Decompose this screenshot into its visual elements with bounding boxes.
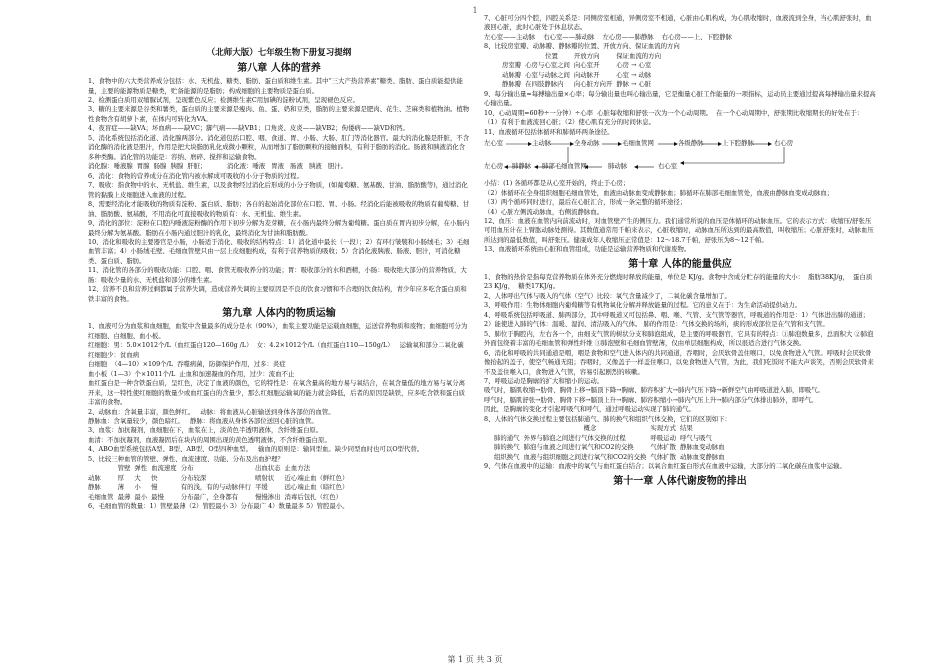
table-cell: 毛细血管 (88, 492, 114, 501)
flow-node: 毛细血管网 (622, 139, 654, 148)
paragraph: 左心室——主动脉 右心室——肺动脉 左心房——肺静脉 右心房——上、下腔静脉 (484, 32, 733, 41)
table-cell: 大 (134, 473, 141, 482)
paragraph: 8、需要经消化才能吸收的物质有淀粉、蛋白质、脂肪；各自的起始消化部位在口腔、胃、小肠。经消化后能被吸收的物质有葡萄糖、甘油、脂肪酸、氨基酸，不用消化可直接吸收的物质有：水、无机盐、维生素。 (88, 200, 470, 218)
table-cell: 心室与动脉之间 (525, 70, 570, 79)
paragraph: 10、消化和吸收的主要器官是小肠，小肠适于消化、吸收的结构特点：1）消化道中最长（一段）；2）有环行皱襞和小肠绒毛；3）毛细血管丰富；4）小肠绒毛壁、毛细血管壁只由一层上皮细胞构成，有利于营养物质的吸收；5）含消化液胰液、肠液、胆汁，可消化糖类、蛋白质、脂肪。 (88, 238, 470, 265)
table-row (502, 61, 665, 70)
table-cell: 保证血流的方向 (616, 51, 661, 60)
paragraph: 5、消化系统包括消化道、消化腺两部分。消化道包括口腔、咽、食道、胃、小肠、大肠、肛门等消化器官。最大的消化腺是肝脏，不含消化酶的消化液是胆汁，作用是把大块脂肪乳化成微小颗粒，从而增加了脂肪颗粒的接触面积，有利于脂肪的消化。肠液和胰液消化含多种类酶。消化管的功能是：容纳、磨碎、搅拌和运输食物。 (88, 133, 470, 161)
paragraph: 11、血液循环包括体循环和肺循环两条途径。 (484, 127, 614, 136)
chapter-9-body (88, 322, 470, 511)
table-cell: 肺的换气 (494, 443, 520, 452)
valve-comparison-table (502, 52, 665, 90)
page-footer: 第 1 页 共 3 页 (447, 655, 503, 664)
table-cell: 向心室开 (573, 61, 600, 70)
paragraph: 呼气时，膈肌舒张→肋骨、胸骨下移→膈顶上升→胸廓、肺容积缩小→肺内气压上升→肺内部分气体排出肺外，即呼气。 (484, 395, 818, 404)
paragraph: 白细胞 （4—10）×109个/L 吞噬病菌，防御保护作用，过多：炎症 (88, 360, 286, 369)
chapter-10-title: 第十章 人体的能量供应 (628, 258, 732, 270)
blood-circulation-diagram (484, 137, 876, 179)
flow-node: 各级静脉 (678, 139, 704, 148)
paragraph: 5、比较三种血管的管壁、弹性、血流速度、功能、分布及出血护理？ (88, 454, 284, 463)
table-cell: 向心脏方向开 (573, 80, 613, 89)
vessel-comparison-table (88, 464, 352, 502)
paragraph: 8、比较房室瓣、动脉瓣、静脉瓣的位置、开放方向、保证血流的方向 (484, 42, 680, 51)
table-cell: 开放方向 (573, 51, 600, 60)
paragraph: 红细胞少：贫血病 (88, 350, 140, 359)
paragraph: 4、ABO血型系统包括A型、B型、AB型、O型四种血型。 输血的原则是：输同型血。缺少同型血时也可以O型代替。 (88, 445, 424, 454)
paragraph: （2）体循环在全身组织细胞毛细血管处，血液由动脉血变成静脉血；肺循环在肺部毛细血管处，血液由静脉血变成动脉血； (484, 188, 834, 197)
table-cell: 弹性 (134, 464, 148, 473)
table-cell: 平缓 (254, 483, 268, 492)
table-cell: 动脉血变静脉血 (679, 452, 725, 461)
table-cell: 呼吸运动 (650, 433, 676, 442)
paragraph: 血清：不加抗凝剂，血液凝固后在块内的周围出现的黄色透明液体，不含纤维蛋白原。 (88, 435, 331, 444)
paragraph: 2、检测蛋白质用双缩脲试剂，呈现紫色反应；检测维生素C用加碘的淀粉试剂，呈现褪色反应。 (88, 95, 359, 104)
table-row (494, 434, 729, 443)
table-row (502, 80, 665, 89)
table-cell: 消毒后包扎（红色） (284, 492, 343, 501)
paragraph: 红细胞：男：5.0×1012个/L（血红蛋白120—160g /L） 女：4.2×1012个/L（血红蛋白110—150g/L） 运输氧和部分二氧化碳 (88, 341, 464, 350)
table-cell: 动脉瓣 (502, 70, 522, 79)
table-cell: 静脉血变动脉血 (679, 443, 725, 452)
table-cell: 静脉 (88, 483, 101, 492)
paragraph: （4）心脏左侧流动脉血，右侧流静脉血。 (484, 207, 604, 216)
chapter-9-title: 第九章 人体内的物质运输 (222, 308, 336, 320)
paragraph: 9、消化的部位：淀粉在口腔内唾液淀粉酶的作用下初步分解为麦芽糖，在小肠内最终分解为葡萄糖。蛋白质在胃内初步分解，在小肠内最终分解为氨基酸。脂肪在小肠内通过胆汁的乳化，最终消化为甘油和脂肪酸。 (88, 219, 470, 237)
flow-node: 肺动脉 (608, 162, 628, 171)
table-header-row (502, 52, 665, 61)
table-cell: 肺的通气 (494, 433, 520, 442)
table-row (88, 483, 352, 492)
table-cell: 分布较深 (180, 473, 207, 482)
paragraph: （1）有利于血液流回心脏；（2）使心肌有充分的时间休息。 (484, 118, 656, 127)
paragraph: 消化腺：唾液腺 胃腺 肠腺 胰腺 肝脏； 消化液：唾液 胃液 肠液 胰液 胆汁。 (88, 162, 348, 171)
table-cell: 止血方法 (284, 464, 311, 473)
table-cell: 小 (134, 483, 141, 492)
table-cell: 向动脉开 (573, 70, 600, 79)
chapter-8-title: 第八章 人体的营养 (237, 63, 321, 75)
table-row (494, 453, 729, 462)
paragraph: 9、每分输出量=每搏输出量×心率；每分输出量也叫心输出量，它是衡量心脏工作能量的一项指标，运动员主要通过提高每搏输出量来提高心输出量。 (484, 89, 876, 108)
page-number-top: 1 (472, 6, 478, 15)
table-cell (494, 424, 524, 433)
paragraph: 11、消化管的各部分的吸收功能：口腔、咽、食管无吸收养分的功能；胃：吸收部分的水和酒精，小肠：吸收绝大部分的营养物质，大肠：吸收少量的水、无机盐和部分的维生素。 (88, 266, 467, 284)
table-cell: 近心端止血（鲜红色） (284, 473, 349, 482)
paragraph: 5、肺位于胸腔内，左右各一个，由细支气管的树状分支和肺泡组成，是主要的呼吸器官，它具有的特点：①肺泡数量多，总面积大 ②肺泡外面包绕着丰富的毛细血管和弹性纤维 ③肺泡壁和毛细血管壁薄，仅由单层细胞构成，所以很适合进行气体交换。 (484, 329, 874, 348)
table-cell: 血液与组织细胞之间进行氧气和CO2的交换 (523, 452, 647, 461)
table-cell: 心房与心室之间 (525, 61, 570, 70)
paragraph: 9、气体在血液中的运输：血液中的氧气与血红蛋白结合；以氧合血红蛋白形式在血液中运输，大部分的二氧化碳在血浆中运输。 (484, 462, 846, 471)
table-cell: 心房 → 心室 (616, 61, 652, 70)
table-cell: 最薄 (117, 492, 131, 501)
flow-node: 右心房 (774, 139, 794, 148)
paragraph: 2、人体呼出气体与吸入的气体（空气）比较：氧气含量减少了，二氧化碳含量增加了。 (484, 291, 731, 300)
table-cell: 出血状态 (254, 464, 281, 473)
table-cell: 气体扩散 (650, 443, 676, 452)
gas-exchange-table (494, 424, 729, 462)
table-cell: 概念 (583, 424, 597, 433)
flow-node: 左心房 (484, 162, 504, 171)
chapter-11-title: 第十一章 人体代谢废物的排出 (613, 475, 747, 487)
table-cell: 外界与肺泡之间进行气体交换的过程 (523, 433, 626, 442)
table-cell: 房室瓣 (502, 61, 522, 70)
table-cell: 气体扩散 (650, 452, 676, 461)
paragraph: 因此，是胸廓的变化才引起呼吸气和呼气，通过呼吸运动实现了肺的通气。 (484, 405, 695, 414)
paragraph: 13、血液循环系统由心脏和血管组成，功能是运输营养物质和代谢废物。 (484, 245, 691, 254)
table-cell: 远心端止血（暗红色） (284, 483, 349, 492)
table-row (494, 443, 729, 452)
chapter-8-body (88, 77, 470, 304)
document-title: （北师大版）七年级生物下册复习提纲 (206, 48, 352, 58)
paragraph: 6、毛细血管的数量：1）管壁最薄（2）管腔最小 3）分布最广 4）数量最多 5）管腔最小。 (88, 502, 349, 511)
flow-node: 肺静脉 (512, 162, 532, 171)
table-cell: 静脉 → 心脏 (616, 80, 652, 89)
table-cell: 动脉 (88, 473, 101, 482)
table-header-row (88, 464, 352, 473)
paragraph: 6、消化：食物的营养成分在消化管内被水解成可吸收的小分子物质的过程。 (88, 171, 303, 180)
paragraph: 6、消化和呼吸的共同通道是咽，咽是食物和空气进入体内的共同通道，吞咽时，会厌软骨盖住喉口，以免食物进入气管。呼吸时会厌软骨像抬起的盖子，使空气畅通无阻；吞咽时，又像盖子一样盖住喉口，以免食物进入气管，为此，我们吃饭时不能大声谈笑，否则会厌软骨来不及盖住喉入口，食物进入气管，容易引起剧烈的咳嗽。 (484, 348, 874, 376)
table-cell: 肺泡与血液之间进行氧气和CO2的交换 (523, 443, 634, 452)
table-cell: 快 (151, 473, 158, 482)
table-row (88, 474, 352, 483)
table-row (88, 493, 352, 502)
flow-node: 右心室 (658, 162, 678, 171)
table-cell: 慢 (151, 483, 158, 492)
paragraph: 7、心脏可分四个腔，四腔关系是：同侧房室相通，异侧房室不相通，心脏由心肌构成，为心肌收缩时，血液流到全身，当心肌舒张时，血液回心脏，此时心脏处于休息状态。 (484, 14, 872, 32)
table-cell: 呼气与吸气 (679, 433, 712, 442)
table-cell: 最慢 (151, 492, 164, 501)
table-cell (502, 52, 525, 61)
paragraph: 4、呼吸系统包括呼吸道、肺两部分，其中呼吸道又可包括鼻、咽、喉、气管、支气管等器官，呼吸道的作用是：1）气体进出肺的通道；2）能使进入肺的气体：温暖、湿润、清洁吸入的气体。 肺的作用是：气体交换的场所，痰的形成部位是在气管和支气管。 (484, 310, 870, 329)
paragraph: 静脉血：含氧量较少，颜色暗红。 静脉：将血液从身体各部位送回心脏的血管。 (88, 416, 318, 425)
table-cell: 静脉瓣 (502, 80, 522, 89)
flow-node: 上下腔静脉 (722, 139, 754, 148)
table-cell: 结果 (679, 424, 693, 433)
table-cell: 组织换气 (494, 452, 520, 461)
table-cell: 喷射状 (254, 473, 275, 482)
paragraph: 3、糖的主要来源是谷类和薯类，蛋白质的主要来源是瘦肉、鱼、蛋、奶和豆类，脂肪的主要来源是肥肉、花生、芝麻类和植物油。植物性食物含有胡萝卜素，在体内可转化为VA。 (88, 105, 470, 123)
paragraph: 7、呼吸运动是胸廓的扩大和缩小的运动。 (484, 377, 604, 385)
table-cell: 心室 → 动脉 (616, 70, 652, 79)
paragraph: 1、血液可分为血浆和血细胞，血浆中含量最多的成分是水（90%），血浆主要功能是运载血细胞，运送营养物质和废物；血细胞可分为红细胞、白细胞、血小板。 (88, 322, 468, 340)
paragraph: 3、呼吸作用：生物体细胞内葡萄糖等有机物氧化分解并释放能量的过程。它的意义在于：为生命活动提供动力。 (484, 301, 802, 310)
paragraph: 吸气时，膈肌收缩→肋骨、胸骨上移→膈顶下降→胸廓、肺容积扩大→肺内气压下降→新鲜空气由呼吸道进入肺，即吸气。 (484, 386, 824, 395)
paragraph: 8、人体的气体交换过程主要包括肺通气、肺的换气和组织气体交换，它们的区别如下： (484, 414, 731, 423)
left-column (88, 48, 470, 512)
table-header-row (494, 424, 729, 433)
paragraph: 12、血压：血液在血管内向前流动时，对血管壁产生的侧压力。我们通常所说的血压是体循环的动脉血压。它的表示方式：收缩压/舒张压可用血压计在上臂肱动脉处测得。其数值通常用千帕来表示，心脏收缩时，动脉血压所达到的最高数值，叫收缩压；心脏舒张时，动脉血压所达到的最低数值，叫舒张压。健康成年人收缩压正常值是：12～18.7千帕，舒张压为8～12千帕。 (484, 216, 874, 244)
table-cell: 位置 (545, 51, 558, 60)
paragraph: 12、营养不良和营养过剩都属于营养失调，造成营养失调的主要原因是不良的饮食习惯和不合理的饮食结构，青少年应多吃含蛋白质和铁丰富的食物。 (88, 285, 467, 303)
table-cell: 管壁 (117, 464, 131, 473)
paragraph: 3、血浆：加抗凝剂，血细胞在下，血浆在上，淡黄色半透明液体，含纤维蛋白原。 (88, 426, 323, 435)
table-cell: 最小 (134, 492, 148, 501)
paragraph: 1、食物的热价是指每克营养物质在体外充分燃烧时释放的能量，单位是 KJ/g。食物中含成分贮存的能量的大小： 脂肪38KJ/g， 蛋白质23 KJ/g， 糖类17KJ/g。 (484, 272, 873, 291)
table-cell (88, 464, 118, 473)
table-cell: 慢慢渗出 (254, 492, 281, 501)
table-cell: 实现方式 (650, 424, 676, 433)
table-cell: 分布 (180, 464, 194, 473)
paragraph: 血红蛋白是一种含铁蛋白质，呈红色，决定了血液的颜色，它的特性是：在氧含量高的地方易与氧结合，在氧含量低的地方易与氧分离开来，这一特性使红细胞的数量少或血红蛋白的含量少，那么红细胞运输氧的能力就会降低，后者的原因是缺铁，应多吃含铁和蛋白质丰富的食物。 (88, 379, 466, 407)
paragraph: 2、动脉血：含氧量丰富，颜色鲜红。 动脉：将血液从心脏输送到身体各部位的血管。 (88, 407, 335, 416)
table-row (502, 71, 665, 80)
table-cell: 分布最广，全身都有 (180, 492, 239, 501)
paragraph: 10、心动周期=60秒÷一分钟）÷心率 心脏每收缩和舒张一次为一个心动周期。 在一个心动周期中，舒张期比收缩期长的好处在于： (484, 108, 864, 117)
paragraph: 7、吸收：指食物中的水、无机盐、维生素，以及食物经过消化后形成的小分子物质，(如葡萄糖、氨基酸、甘油、脂肪酸等)，通过消化管的黏膜上皮细胞进入血液的过程。 (88, 181, 468, 199)
table-cell: 在四肢静脉内 (525, 80, 564, 89)
paragraph: 血小板（1—3）个×1011个/L 止血和加速凝血的作用，过少：流血不止 (88, 369, 295, 378)
right-column (484, 14, 876, 490)
flow-node: 全身动脉 (574, 139, 600, 148)
paragraph: 小结：(1) 各循环都是从心室开始的，终止于心房； (484, 179, 630, 188)
table-cell: 血流速度 (151, 464, 177, 473)
table-cell: 薄 (117, 483, 124, 492)
paragraph: （3）两个循环同时进行，最后在心脏汇合，形成一条完整的循环途径； (484, 198, 687, 207)
table-cell: 有的浅，有的与动脉伴行 (180, 483, 251, 492)
paragraph: 1、食物中的六大类营养成分包括：水、无机盐、糖类、脂肪、蛋白质和维生素。其中“三大产热营养素”糖类、脂肪、蛋白质能提供能量，主要的能源物质是糖类，贮备能源的是脂肪；构成细胞的主要物质是蛋白质。 (88, 77, 463, 95)
paragraph: 4、夜盲症——缺VA；坏血病——缺VC；脚气病——缺VB1；口角炎、皮炎——缺VB2；佝偻病——缺VD和钙。 (88, 124, 409, 133)
flow-node: 肺部毛细血管网 (542, 162, 587, 171)
flow-node: 主动脉 (532, 139, 552, 148)
table-cell: 厚 (117, 473, 124, 482)
flow-node: 左心室 (484, 139, 504, 148)
